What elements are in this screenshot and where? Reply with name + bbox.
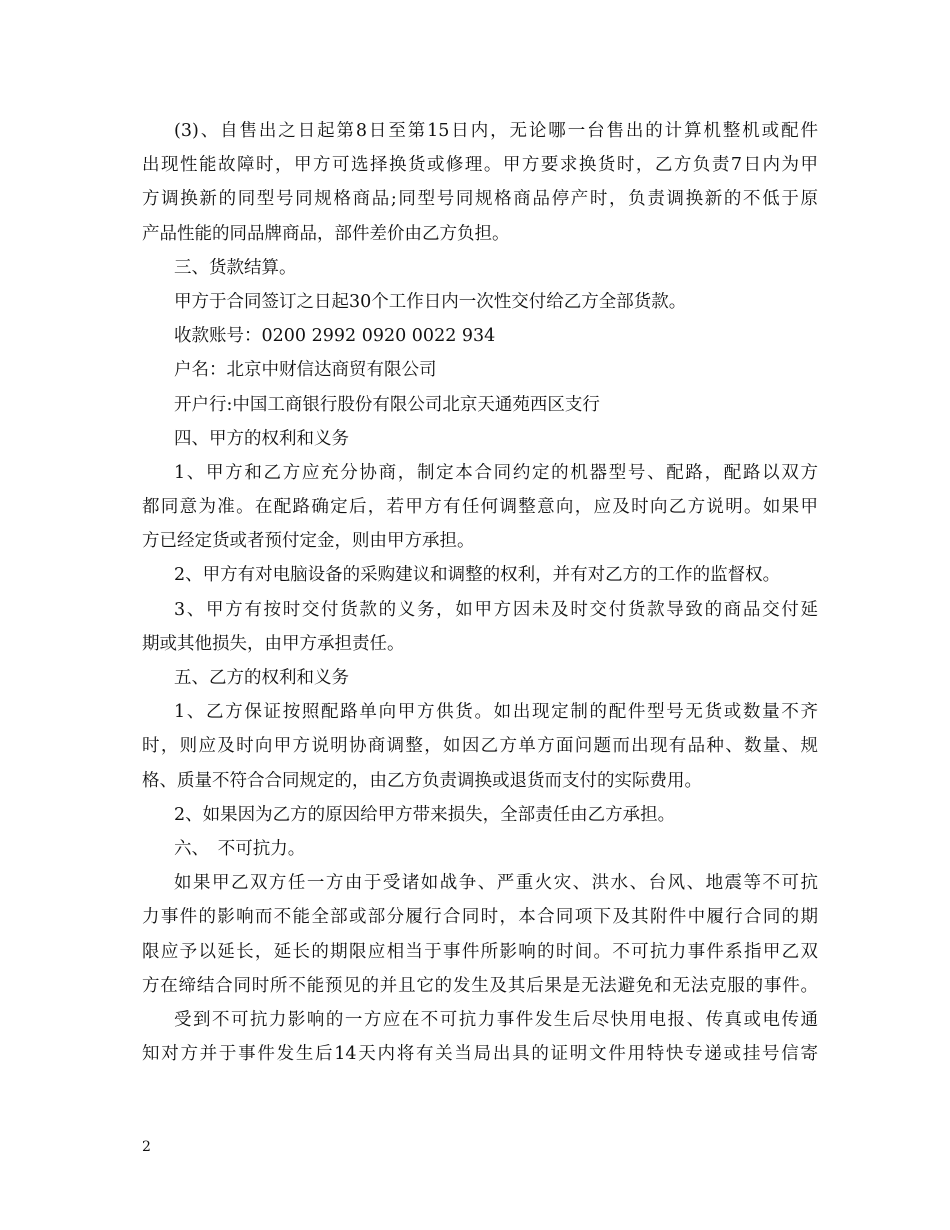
paragraph-line: 方已经定货或者预付定金，则由甲方承担。	[142, 531, 475, 552]
section-heading: 六、 不可抗力。	[174, 838, 306, 859]
paragraph-line: 都同意为准。在配路确定后，若甲方有任何调整意向，应及时向乙方说明。如果甲	[142, 497, 818, 518]
paragraph-line: 2、如果因为乙方的原因给甲方带来损失，全部责任由乙方承担。	[174, 804, 676, 825]
paragraph-line: 力事件的影响而不能全部或部分履行合同时，本合同项下及其附件中履行合同的期	[142, 907, 818, 928]
page-number: 2	[142, 1139, 151, 1155]
paragraph-line: 甲方于合同签订之日起30个工作日内一次性交付给乙方全部货款。	[174, 291, 687, 312]
paragraph-line: 2、甲方有对电脑设备的采购建议和调整的权利，并有对乙方的工作的监督权。	[174, 565, 781, 586]
section-heading: 三、货款结算。	[174, 257, 297, 278]
paragraph-line: 知对方并于事件发生后14天内将有关当局出具的证明文件用特快专递或挂号信寄	[142, 1044, 818, 1065]
account-number-line: 收款账号：0200 2992 0920 0022 934	[174, 326, 496, 347]
paragraph-line: 3、甲方有按时交付货款的义务，如甲方因未及时交付货款导致的商品交付延	[174, 599, 818, 620]
paragraph-line: (3)、自售出之日起第8日至第15日内，无论哪一台售出的计算机整机或配件	[174, 121, 818, 141]
paragraph-line: 出现性能故障时，甲方可选择换货或修理。甲方要求换货时，乙方负责7日内为甲	[142, 155, 818, 176]
paragraph-line: 如果甲乙双方任一方由于受诸如战争、严重火灾、洪水、台风、地震等不可抗	[174, 873, 818, 894]
paragraph-line: 期或其他损失，由甲方承担责任。	[142, 633, 405, 654]
paragraph-line: 方在缔结合同时所不能预见的并且它的发生及其后果是无法避免和无法克服的事件。	[142, 975, 818, 996]
paragraph-line: 1、乙方保证按照配路单向甲方供货。如出现定制的配件型号无货或数量不齐	[174, 702, 818, 723]
paragraph-line: 方调换新的同型号同规格商品;同型号同规格商品停产时，负责调换新的不低于原	[142, 189, 818, 210]
paragraph-line: 产品性能的同品牌商品，部件差价由乙方负担。	[142, 223, 510, 244]
section-heading: 四、甲方的权利和义务	[174, 428, 349, 449]
account-name-line: 户名：北京中财信达商贸有限公司	[174, 360, 437, 381]
paragraph-line: 格、质量不符合合同规定的，由乙方负责调换或退货而支付的实际费用。	[142, 770, 702, 791]
document-body	[142, 114, 818, 1071]
paragraph-line: 受到不可抗力影响的一方应在不可抗力事件发生后尽快用电报、传真或电传通	[174, 1009, 818, 1030]
section-heading: 五、乙方的权利和义务	[174, 668, 349, 688]
paragraph-line: 时，则应及时向甲方说明协商调整，如因乙方单方面问题而出现有品种、数量、规	[142, 736, 818, 757]
paragraph-line: 1、甲方和乙方应充分协商，制定本合同约定的机器型号、配路，配路以双方	[174, 462, 818, 483]
bank-line: 开户行:中国工商银行股份有限公司北京天通苑西区支行	[174, 394, 600, 415]
paragraph-line: 限应予以延长，延长的期限应相当于事件所影响的时间。不可抗力事件系指甲乙双	[142, 941, 818, 962]
